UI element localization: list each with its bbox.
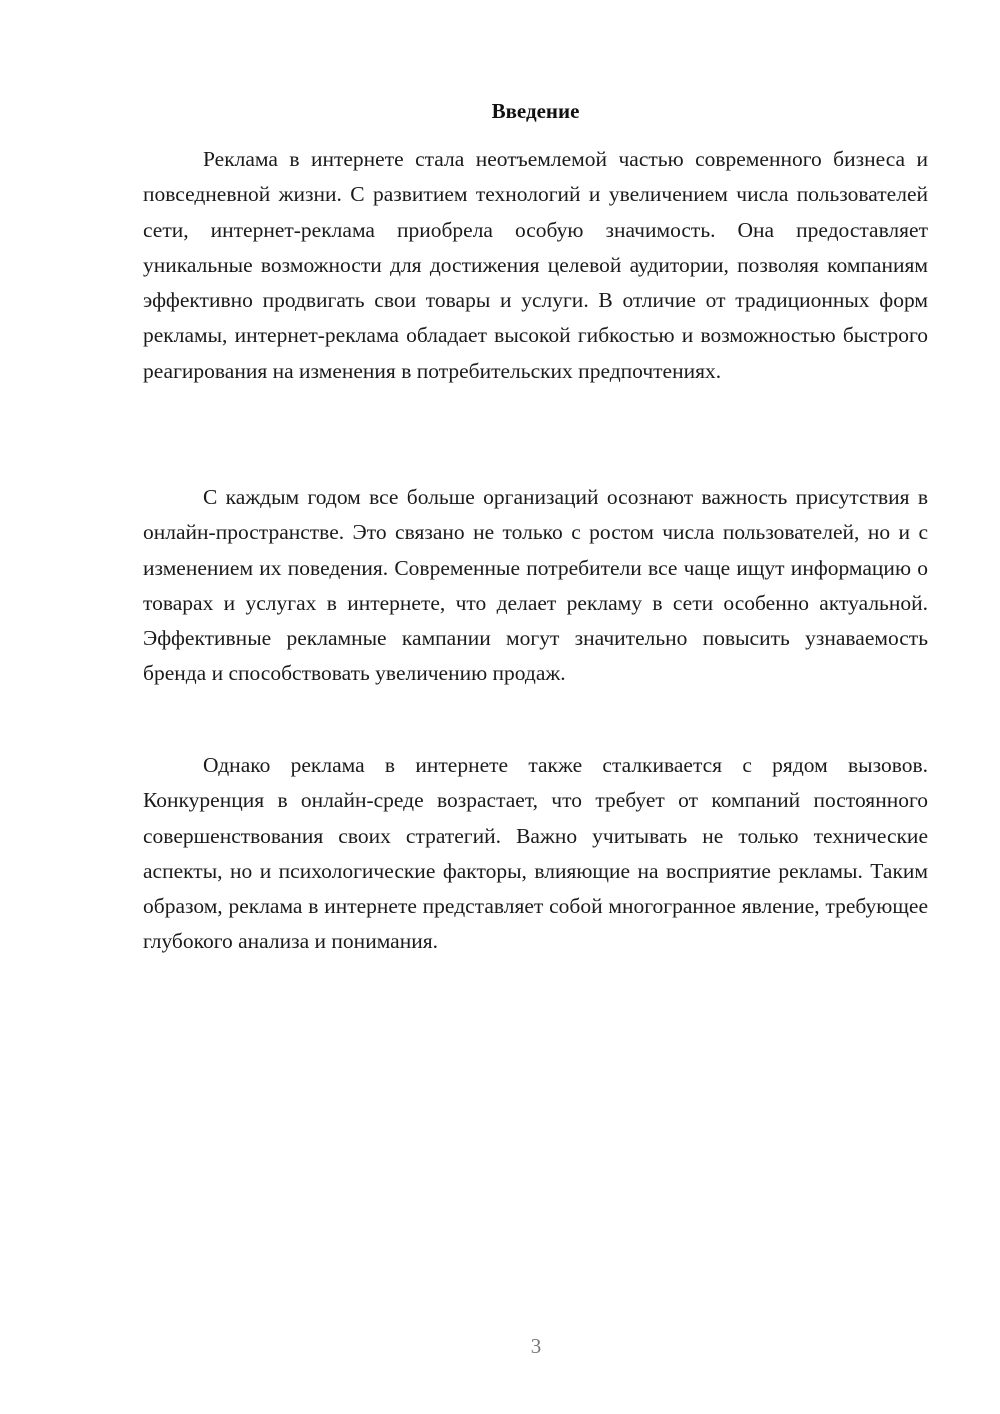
page-title: Введение <box>491 99 580 123</box>
paragraph-1: Реклама в интернете стала неотъемлемой частью современного бизнеса и повседневной жизни. С развитием технологий и увеличением числа пользователей сети, интернет-реклама приобрела особую значимость. Она предоставляет уникальные возможности для достижения целевой аудитории, позволяя компаниям эффективно продвигать свои товары и услуги. В отличие от традиционных форм рекламы, интернет-реклама обладает высокой гибкостью и возможностью быстрого реагирования на изменения в потребительских предпочтениях. <box>143 147 928 383</box>
paragraph-2: С каждым годом все больше организаций осознают важность присутствия в онлайн-пространстве. Это связано не только с ростом числа пользователей, но и с изменением их поведения. Современные потребители все чаще ищут информацию о товарах и услугах в интернете, что делает рекламу в сети особенно актуальной. Эффективные рекламные кампании могут значительно повысить узнаваемость бренда и способствовать увеличению продаж. <box>143 485 928 686</box>
paragraph-3: Однако реклама в интернете также сталкивается с рядом вызовов. Конкуренция в онлайн-среде возрастает, что требует от компаний постоянного совершенствования своих стратегий. Важно учитывать не только технические аспекты, но и психологические факторы, влияющие на восприятие рекламы. Таким образом, реклама в интернете представляет собой многогранное явление, требующее глубокого анализа и понимания. <box>143 753 928 954</box>
page-number: 3 <box>530 1334 542 1358</box>
